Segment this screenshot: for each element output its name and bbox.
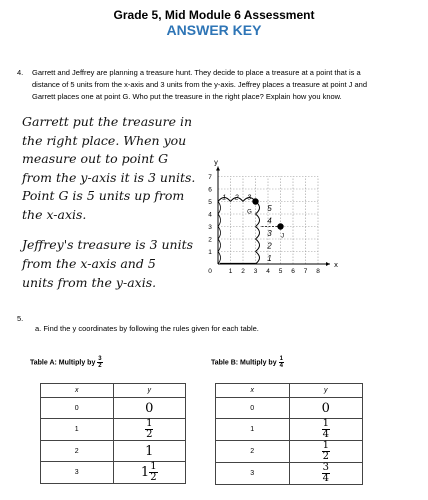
denominator: 4 (322, 429, 329, 440)
count-label: 3 (267, 228, 272, 238)
denominator: 2 (146, 429, 153, 440)
y-tick-label: 4 (208, 211, 212, 219)
q4-prompt-line: Garrett places one at point G. Who put the treasure in the right place? Explain how you know. (32, 92, 342, 101)
measure-arc (256, 252, 260, 265)
numerator: 3 (322, 462, 329, 473)
point-g (252, 198, 258, 204)
table-a-caption (30, 356, 103, 369)
measure-arc (256, 239, 260, 252)
y-cell (113, 419, 186, 441)
y-cell (113, 398, 186, 419)
fraction (322, 441, 330, 462)
y-cell (289, 441, 363, 463)
coordinate-grid (196, 130, 356, 280)
x-axis-arrow (326, 262, 330, 266)
whole-number: 1 (140, 465, 150, 480)
y-tick-label: 3 (208, 224, 212, 231)
table-b-caption-text: Table B: Multiply by (211, 359, 277, 367)
table-row (41, 398, 186, 419)
q4-answer-part1 (22, 113, 195, 224)
denominator: 4 (322, 473, 329, 484)
x-cell: 2 (216, 441, 290, 463)
table-row (216, 419, 363, 441)
x-cell: 1 (216, 419, 290, 441)
denominator: 4 (279, 363, 283, 369)
table-row (216, 441, 363, 463)
column-header: x (41, 384, 114, 398)
whole-number: 1 (145, 443, 154, 459)
numerator: 1 (322, 440, 329, 451)
y-axis-arrow (216, 167, 220, 171)
y-tick-label: 5 (208, 199, 212, 206)
x-tick-label: 6 (291, 268, 295, 275)
answer-line: Point G is 5 units up from (22, 188, 185, 203)
column-header: y (113, 384, 186, 398)
table-b (215, 383, 363, 485)
denominator: 2 (98, 363, 102, 369)
numerator: 1 (146, 418, 153, 429)
table-a-caption-text: Table A: Multiply by (30, 359, 96, 367)
x-tick-label: 7 (303, 268, 308, 275)
table-row (216, 398, 363, 419)
answer-line: from the y-axis it is 3 units. (22, 169, 196, 185)
x-tick-label: 4 (266, 268, 270, 275)
y-cell (113, 462, 186, 484)
answer-line: Jeffrey's treasure is 3 units (22, 237, 194, 252)
count-label: 1 (267, 253, 272, 263)
answer-line: units from the y-axis. (22, 275, 157, 290)
count-label: 5 (267, 203, 272, 213)
x-cell: 1 (41, 419, 114, 441)
answer-line: from the x-axis and 5 (22, 256, 156, 271)
fraction (322, 419, 330, 440)
y-cell (113, 441, 186, 462)
point-j (277, 223, 283, 229)
count-label: 3 (247, 194, 252, 202)
count-label: 1 (222, 194, 227, 202)
x-axis-label: x (334, 260, 338, 269)
y-cell (289, 463, 363, 485)
y-tick-label: 7 (208, 174, 212, 181)
numerator: 1 (322, 418, 329, 429)
x-cell: 0 (41, 398, 114, 419)
q4-number: 4. (17, 68, 24, 77)
column-header: y (289, 384, 363, 398)
count-label: 2 (267, 241, 272, 251)
q4-prompt-line: Garrett and Jeffrey are planning a treasure hunt. They decide to place a treasure at a point that is a (32, 68, 361, 77)
fraction (149, 462, 157, 483)
x-cell: 0 (216, 398, 290, 419)
q5-part-a-instruction: a. Find the y coordinates by following the rules given for each table. (35, 324, 259, 333)
answer-key-heading: ANSWER KEY (166, 22, 262, 38)
point-g-label: G (247, 209, 252, 216)
measure-arc (256, 214, 260, 227)
fraction (145, 419, 153, 440)
x-tick-label: 1 (228, 268, 233, 275)
table-a (40, 383, 186, 484)
table-b-caption-fraction (279, 356, 284, 369)
answer-line: Garrett put the treasure in (22, 114, 193, 129)
table-header-row (41, 384, 186, 398)
y-cell (289, 419, 363, 441)
whole-number: 0 (145, 400, 154, 416)
x-cell: 3 (216, 463, 290, 485)
x-cell: 3 (41, 462, 114, 484)
numerator: 1 (279, 356, 283, 362)
grid-axes (216, 167, 330, 267)
count-label: 2 (234, 194, 239, 202)
q4-answer-part2 (22, 235, 193, 292)
table-row (216, 463, 363, 485)
table-b-caption (211, 356, 284, 369)
table-row (41, 441, 186, 462)
answer-line: the x-axis. (22, 206, 87, 222)
y-tick-label: 1 (208, 249, 212, 256)
count-label: 4 (267, 216, 272, 226)
q4-prompt-line: distance of 5 units from the x-axis and 3 units from the y-axis. Jeffrey places a treasure at point J and (32, 80, 368, 89)
q4-prompt (32, 67, 422, 103)
fraction (322, 463, 330, 484)
denominator: 2 (322, 451, 329, 462)
answer-line: the right place. When you (22, 132, 187, 148)
table-row (41, 462, 186, 484)
table-header-row (216, 384, 363, 398)
grid-tick-labels (208, 158, 338, 276)
q5-number: 5. (17, 314, 24, 323)
grid-annotations (218, 195, 284, 265)
x-cell: 2 (41, 441, 114, 462)
table-row (41, 419, 186, 441)
page-title: Grade 5, Mid Module 6 Assessment (113, 8, 315, 22)
numerator: 3 (98, 356, 102, 362)
y-tick-label: 2 (208, 236, 212, 244)
table-a-caption-fraction (97, 356, 102, 369)
denominator: 2 (150, 472, 157, 483)
y-tick-label: 6 (208, 186, 212, 194)
point-j-label: J (281, 233, 284, 240)
origin-label: 0 (208, 268, 212, 275)
y-cell (289, 398, 363, 419)
x-tick-label: 3 (253, 268, 258, 275)
y-axis-label: y (214, 157, 218, 167)
answer-line: measure out to point G (22, 151, 169, 166)
column-header: x (216, 384, 290, 398)
x-tick-label: 5 (278, 268, 283, 275)
x-tick-label: 8 (316, 268, 320, 275)
measure-arc (256, 227, 260, 240)
numerator: 1 (150, 461, 157, 472)
x-tick-label: 2 (241, 268, 245, 275)
whole-number: 0 (321, 400, 330, 416)
